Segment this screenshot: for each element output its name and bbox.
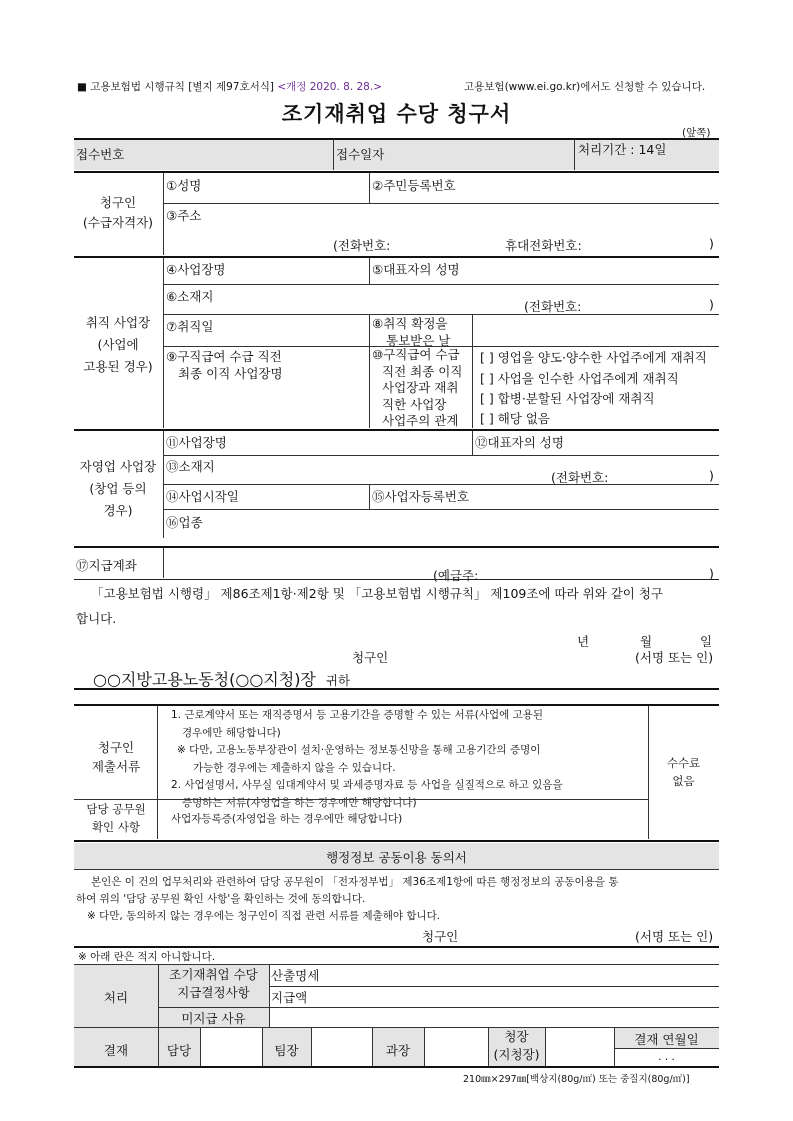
paper-spec: 210㎜×297㎜[백상지(80g/㎡) 또는 중질지(80g/㎡)] [463,1074,690,1085]
receipt-number-label: 접수번호 [76,147,125,162]
declaration-signature[interactable]: (서명 또는 인) [635,650,714,665]
officer-check-label: 담당 공무원 확인 사항 [86,802,146,834]
business-registration-field[interactable]: ⑮사업자등록번호 [372,489,470,504]
relation-option-merger[interactable]: [ ] 합병·분할된 사업장에 재취직 [480,391,655,406]
page-title: 조기재취업 수당 청구서 [281,102,512,126]
hire-date-field[interactable]: ⑦취직일 [166,319,214,334]
date-month-label: 월 [640,634,653,649]
employer-business-name-field[interactable]: ④사업장명 [166,262,226,277]
industry-field[interactable]: ⑯업종 [166,515,203,530]
approval-date-field[interactable]: . . . [658,1051,675,1063]
relation-option-transfer[interactable]: [ ] 영업을 양도·양수한 사업주에게 재취직 [480,350,707,365]
processing-period: 처리기간 : 14일 [578,142,667,157]
officer-check-text: 사업자등록증(자영업을 하는 경우에만 해당합니다) [171,813,403,825]
approval-date-label: 결재 연월일 [634,1032,699,1047]
declaration-text: 「고용보험법 시행령」 제86조제1항·제2항 및 「고용보험법 시행규칙」 제109조에 따라 위와 같이 청구 [91,586,664,601]
employer-location-field[interactable]: ⑥소재지 [166,289,214,304]
payment-decision-label: 조기재취업 수당 지급결정사항 [169,967,258,1000]
consent-signature[interactable]: (서명 또는 인) [635,929,714,944]
selfemployed-representative-field[interactable]: ⑫대표자의 성명 [475,435,564,450]
selfemployed-location-field[interactable]: ⑬소재지 [166,459,215,474]
relation-option-acquisition[interactable]: [ ] 사업을 인수한 사업주에게 재취직 [480,371,679,386]
approval-label: 결재 [103,1043,129,1058]
processing-label: 처리 [103,990,129,1005]
fee-label: 수수료 없음 [666,756,701,788]
claimant-section-label: 청구인 (수급자격자) [82,195,154,230]
form-reference: ■ 고용보험법 시행규칙 [별지 제97호서식] <개정 2020. 8. 28.> [77,81,382,93]
selfemployed-business-name-field[interactable]: ⑪사업장명 [166,435,227,450]
staff-label: 담당 [166,1043,192,1058]
address-field[interactable]: ③주소 [166,208,202,223]
employer-relation-label: ⑩구직급여 수급 직전 최종 이직 사업장과 재취 직한 사업장 사업주의 관계 [372,347,463,428]
account-label: ⑰지급계좌 [76,558,137,573]
consent-claimant-label: 청구인 [422,929,459,944]
employer-section-label: 취직 사업장 (사업에 고용된 경우) [83,315,153,374]
receipt-date-label: 접수일자 [336,147,385,162]
consent-text: 본인은 이 건의 업무처리와 관련하여 담당 공무원이 「전자정부법」 제36조제1항에 따른 행정정보의 공동이용을 통 하여 위의 '담당 공무원 확인 사항'을 확인하는 것에 동의합니다. ※ 다만, 동의하지 않는 경우에는 청구인이 직접 관련 서류를 제출해야 합니다. [76,876,619,922]
name-field[interactable]: ①성명 [166,178,202,193]
previous-employer-field[interactable]: ⑨구직급여 수급 직전 최종 이직 사업장명 [166,349,283,381]
section-chief-label: 과장 [385,1043,411,1058]
revision-note: <개정 2020. 8. 28.> [277,81,382,93]
consent-title: 행정정보 공동이용 동의서 [326,850,467,865]
claimant-phone-label: (전화번호: [333,238,391,253]
notice-date-label: ⑧취직 확정을 통보받은 날 [372,316,451,348]
business-start-date-field[interactable]: ⑭사업시작일 [166,489,239,504]
front-side-label: (앞쪽) [682,127,711,139]
date-year-label: 년 [577,634,590,649]
declaration-claimant-label: 청구인 [352,650,389,665]
relation-option-none[interactable]: [ ] 해당 없음 [480,411,550,426]
selfemployed-section-label: 자영업 사업장 (창업 등의 경우) [79,459,157,518]
required-documents-list: 1. 근로계약서 또는 재직증명서 등 고용기간을 증명할 수 있는 서류(사업에 고용된 경우에만 해당합니다) ※ 다만, 고용노동부장관이 설치·운영하는 정보통신망을 통해 고용기간의 증명이 가능한 경우에는 제출하지 않을 수 있습니다. 2. 사업설명서, 사무실 임대계약서 및 과세증명자료 등 사업을 실질적으로 하고 있음을 증명하는 서류(자영업을 하는 경우에만 해당합니다) [171,709,563,809]
team-leader-label: 팀장 [274,1043,299,1058]
selfemployed-phone-label: (전화번호: [551,470,609,485]
documents-label: 청구인 제출서류 [91,740,141,774]
addressee: ○○지방고용노동청(○○지청)장 귀하 [93,670,351,689]
unpaid-reason-label: 미지급 사유 [181,1011,246,1026]
office-chief-label: 청장 (지청장) [493,1029,540,1062]
employer-representative-field[interactable]: ⑤대표자의 성명 [372,262,460,277]
office-use-note: ※ 아래 란은 적지 아니합니다. [78,951,216,963]
employer-phone-label: (전화번호: [524,299,582,314]
resident-number-field[interactable]: ②주민등록번호 [372,178,456,193]
payment-amount-label: 지급액 [271,990,308,1005]
date-day-label: 일 [700,634,713,649]
claimant-mobile-label: 휴대전화번호: [505,238,582,253]
online-note: 고용보험(www.ei.go.kr)에서도 신청할 수 있습니다. [464,81,706,93]
account-holder-label[interactable]: (예금주: [433,568,479,583]
calculation-detail-label: 산출명세 [271,968,320,983]
